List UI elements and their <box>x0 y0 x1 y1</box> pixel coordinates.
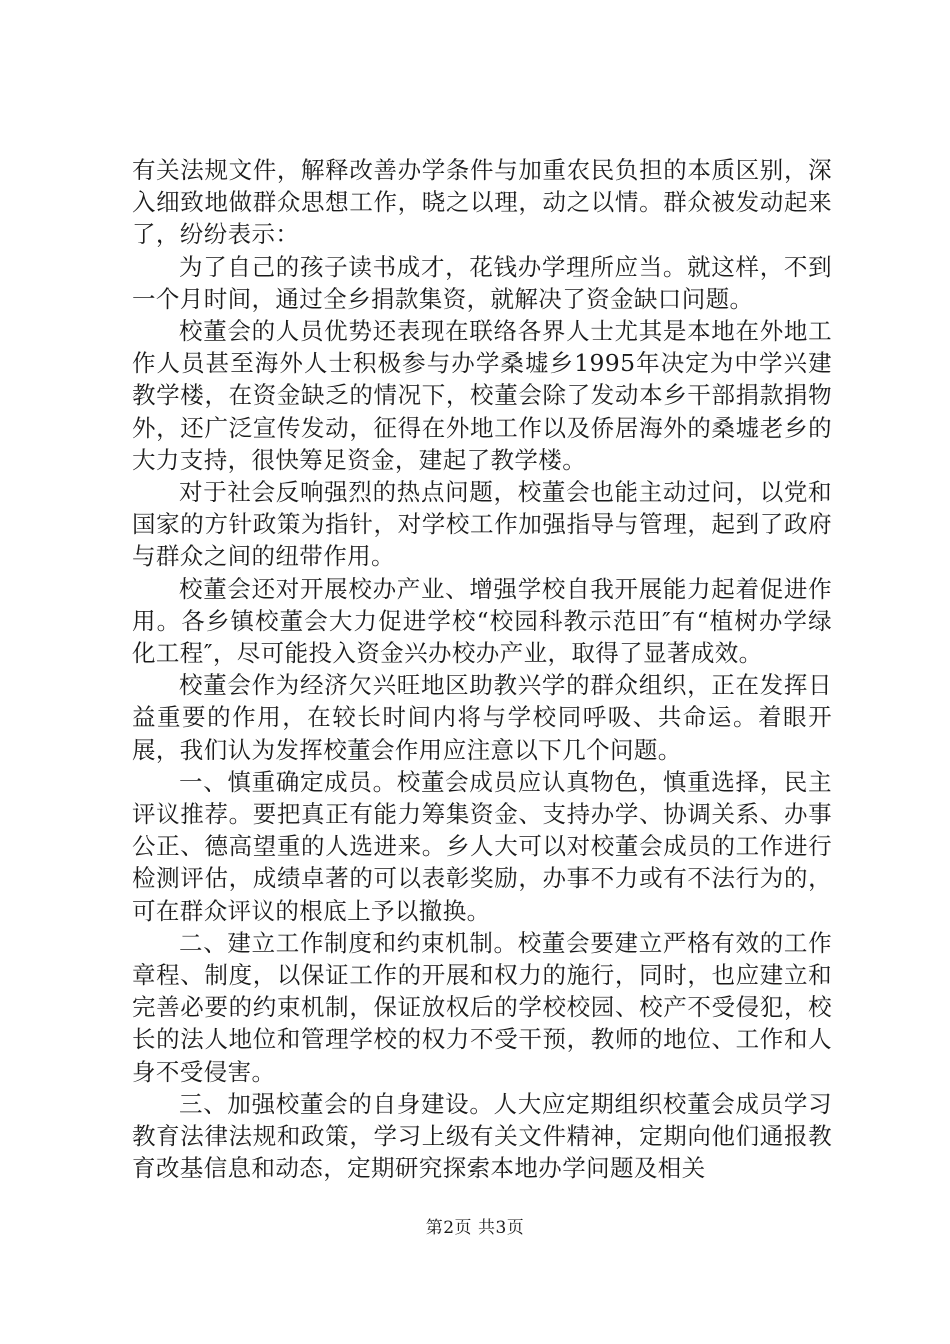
paragraph-point-two: 二、建立工作制度和约束机制。校董会要建立严格有效的工作章程、制度，以保证工作的开展和权力的施行，同时，也应建立和完善必要的约束机制，保证放权后的学校校园、校产不受侵犯，校长的法人地位和管理学校的权力不受干预，教师的地位、工作和人身不受侵害。 <box>132 928 832 1086</box>
paragraph-personnel-advantage: 校董会的人员优势还表现在联络各界人士尤其是本地在外地工作人员甚至海外人士积极参与办学桑墟乡1995年决定为中学兴建教学楼，在资金缺乏的情况下，校董会除了发动本乡干部捐款捐物外，还广泛宣传发动，征得在外地工作以及侨居海外的桑墟老乡的大力支持，很快筹足资金，建起了教学楼。 <box>132 317 832 474</box>
paragraph-point-one: 一、慎重确定成员。校董会成员应认真物色，慎重选择，民主评议推荐。要把真正有能力筹集资金、支持办学、协调关系、办事公正、德高望重的人选进来。乡人大可以对校董会成员的工作进行检测评估，成绩卓著的可以表彰奖励，办事不力或有不法行为的，可在群众评议的根底上予以撤换。 <box>132 767 832 925</box>
paragraph-school-industry: 校董会还对开展校办产业、增强学校自我开展能力起着促进作用。各乡镇校董会大力促进学校“校园科教示范田″有“植树办学绿化工程″，尽可能投入资金兴办校办产业，取得了显著成效。 <box>132 574 832 668</box>
paragraph-quote: 为了自己的孩子读书成才，花钱办学理所应当。就这样，不到一个月时间，通过全乡捐款集资，就解决了资金缺口问题。 <box>132 252 832 313</box>
document-body <box>132 154 832 1185</box>
page-number-footer: 第2页 共3页 <box>425 1218 525 1238</box>
paragraph-hot-issues: 对于社会反响强烈的热点问题，校董会也能主动过问，以党和国家的方针政策为指针，对学校工作加强指导与管理，起到了政府与群众之间的纽带作用。 <box>132 478 832 571</box>
paragraph-role-summary: 校董会作为经济欠兴旺地区助教兴学的群众组织，正在发挥日益重要的作用，在较长时间内将与学校同呼吸、共命运。着眼开展，我们认为发挥校董会作用应注意以下几个问题。 <box>132 671 832 764</box>
paragraph-continued: 有关法规文件，解释改善办学条件与加重农民负担的本质区别，深入细致地做群众思想工作，晓之以理，动之以情。群众被发动起来了，纷纷表示： <box>132 156 832 249</box>
paragraph-point-three: 三、加强校董会的自身建设。人大应定期组织校董会成员学习教育法律法规和政策，学习上级有关文件精神，定期向他们通报教育改基信息和动态，定期研究探索本地办学问题及相关 <box>132 1089 832 1183</box>
